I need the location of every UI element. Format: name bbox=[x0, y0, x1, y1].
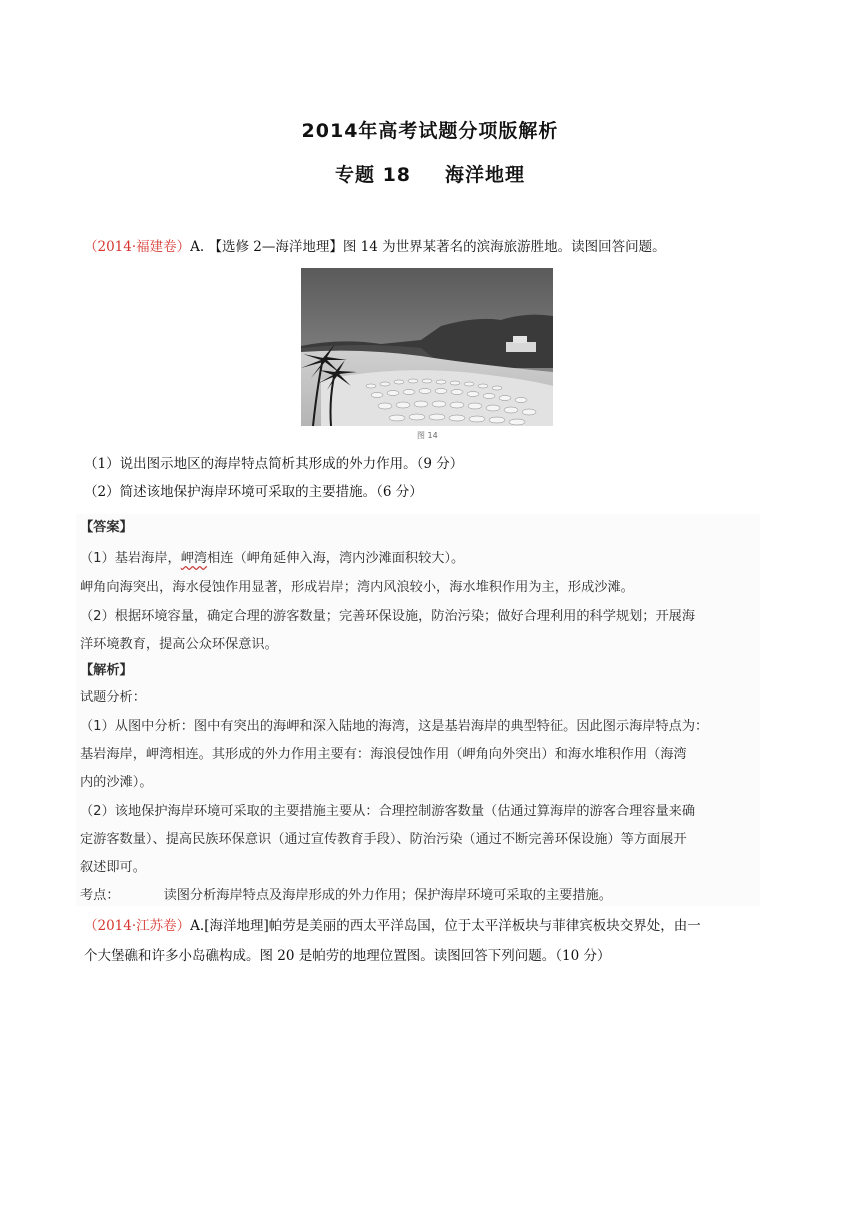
answer-line-1-wavy: 岬湾 bbox=[180, 551, 208, 566]
topic-number: 专题 18 bbox=[334, 164, 412, 186]
question-1-stem bbox=[84, 238, 666, 256]
page-subtitle bbox=[0, 160, 860, 187]
topic-name: 海洋地理 bbox=[445, 164, 526, 186]
answer-line-3: （2）根据环境容量，确定合理的游客数量；完善环保设施，防治污染；做好合理利用的科学规划；开展海 bbox=[80, 609, 696, 624]
question-2-text-1: A.[海洋地理]帕劳是美丽的西太平洋岛国，位于太平洋板块与菲律宾板块交界处，由一 bbox=[190, 918, 701, 934]
analysis-line-4: （2）该地保护海岸环境可采取的主要措施主要从：合理控制游客数量（估通过算海岸的游客合理容量来确 bbox=[80, 804, 696, 819]
analysis-line-1: （1）从图中分析：图中有突出的海岬和深入陆地的海湾，这是基岩海岸的典型特征。因此图示海岸特点为： bbox=[80, 719, 709, 734]
figure-caption: 图 14 bbox=[417, 431, 438, 440]
question-2-line-1 bbox=[84, 917, 701, 935]
answer-line-1-a: （1）基岩海岸， bbox=[80, 551, 181, 566]
question-2-source: （2014·江苏卷） bbox=[84, 918, 191, 934]
answer-line-2: 岬角向海突出，海水侵蚀作用显著，形成岩岸；湾内风浪较小，海水堆积作用为主，形成沙滩。 bbox=[80, 580, 634, 595]
analysis-line-6: 叙述即可。 bbox=[80, 860, 146, 875]
analysis-line-3: 内的沙滩）。 bbox=[80, 775, 153, 790]
kaodian-text: 读图分析海岸特点及海岸形成的外力作用；保护海岸环境可采取的主要措施。 bbox=[163, 888, 612, 903]
analysis-line-2: 基岩海岸，岬湾相连。其形成的外力作用主要有：海浪侵蚀作用（岬角向外突出）和海水堆积作用（海湾 bbox=[80, 747, 687, 762]
question-1-sub-1: （1）说出图示地区的海岸特点简析其形成的外力作用。（9 分） bbox=[84, 456, 464, 472]
analysis-heading: 【解析】 bbox=[80, 663, 133, 678]
question-1-sub-2: （2）简述该地保护海岸环境可采取的主要措施。（6 分） bbox=[84, 484, 423, 500]
kaodian-label: 考点： bbox=[80, 888, 120, 903]
answer-line-4: 洋环境教育，提高公众环保意识。 bbox=[80, 637, 278, 652]
answer-heading: 【答案】 bbox=[80, 520, 133, 535]
page-title: 2014年高考试题分项版解析 bbox=[301, 120, 559, 142]
question-1-source: （2014·福建卷） bbox=[84, 239, 191, 255]
analysis-label: 试题分析： bbox=[80, 690, 146, 705]
answer-line-1 bbox=[80, 547, 464, 566]
question-2-line-2: 个大堡礁和许多小岛礁构成。图 20 是帕劳的地理位置图。读图回答下列问题。（10 分） bbox=[84, 948, 611, 964]
analysis-line-5: 定游客数量）、提高民族环保意识（通过宣传教育手段）、防治污染（通过不断完善环保设施）等方面展开 bbox=[80, 832, 687, 847]
kaodian-line bbox=[80, 884, 612, 903]
question-1-text: A. 【选修 2—海洋地理】图 14 为世界某著名的滨海旅游胜地。读图回答问题。 bbox=[190, 239, 666, 255]
answer-block bbox=[76, 514, 760, 906]
answer-line-1-b: 相连（岬角延伸入海，湾内沙滩面积较大）。 bbox=[207, 551, 465, 566]
beach-photo bbox=[301, 268, 553, 426]
